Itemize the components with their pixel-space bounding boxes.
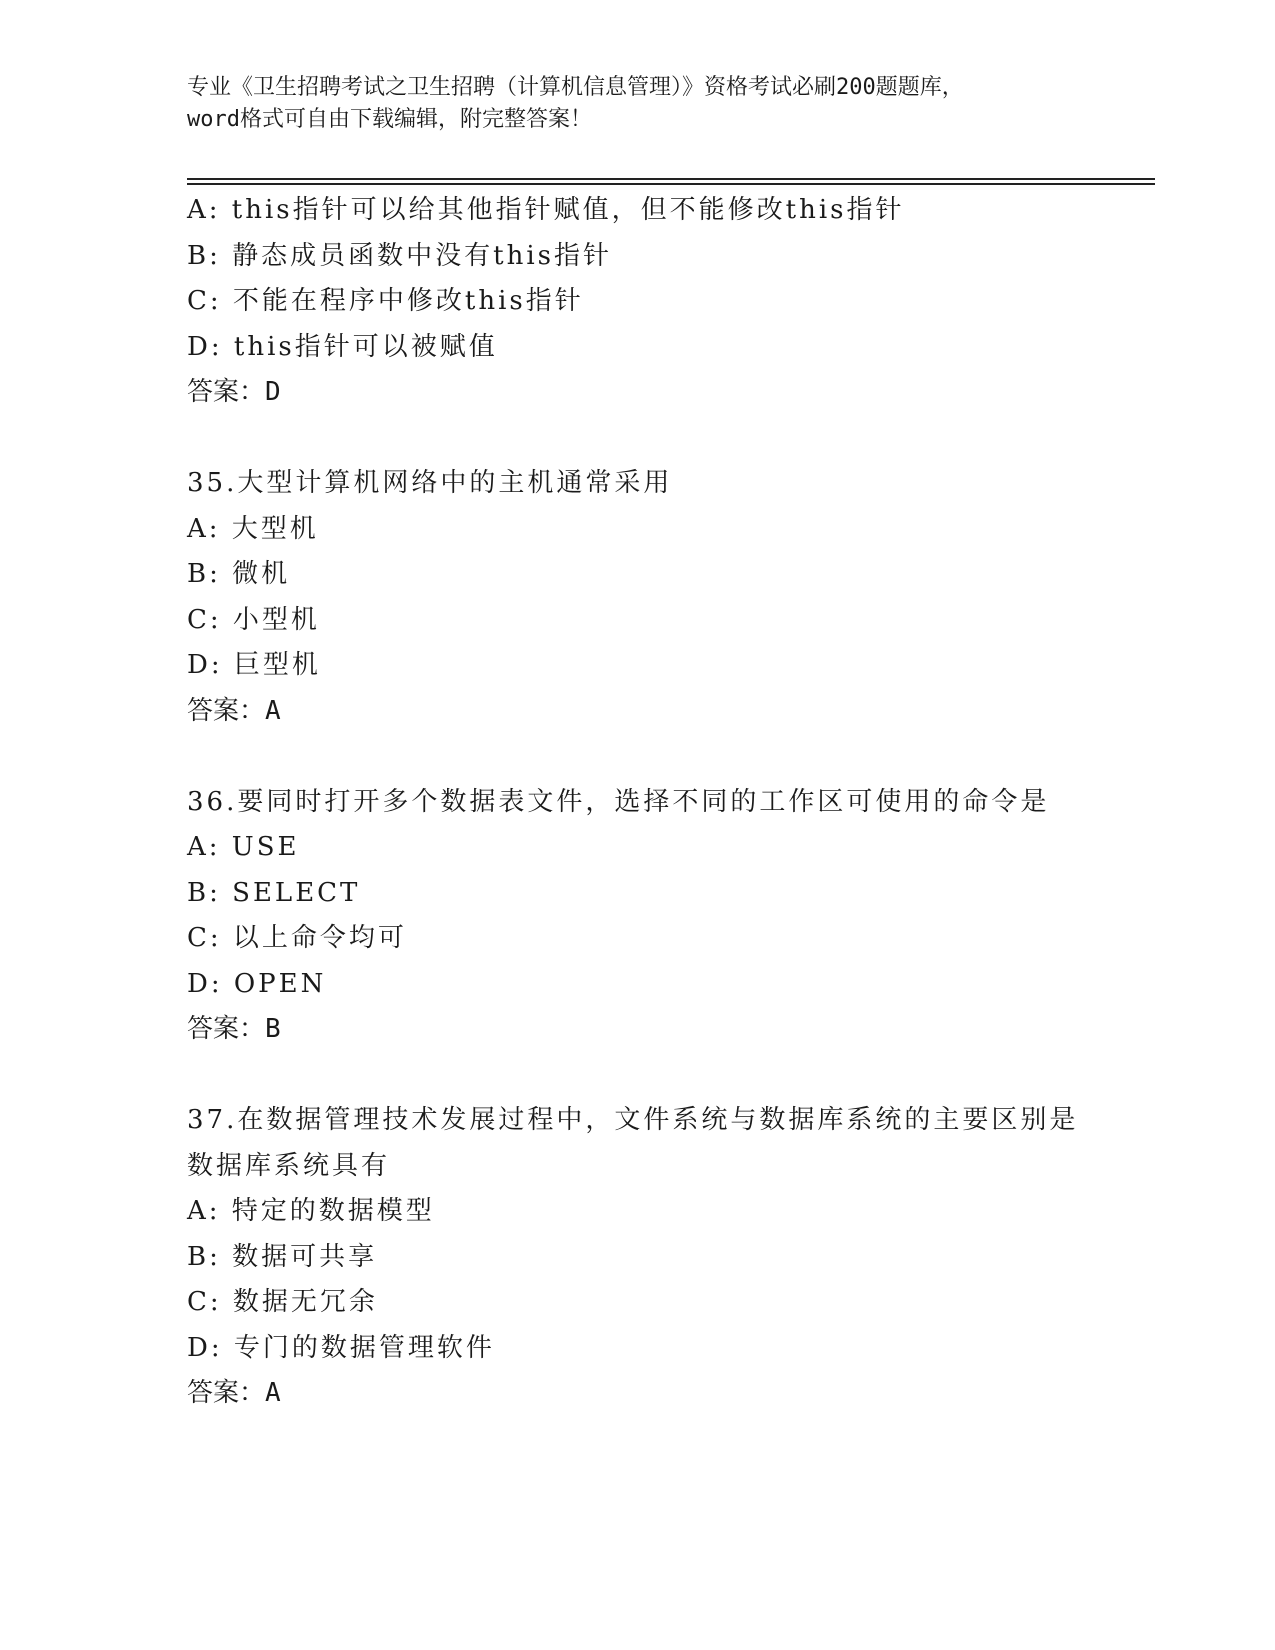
header-title-line-2: word格式可自由下载编辑，附完整答案！ — [187, 107, 592, 132]
answer-line: 答案：A — [187, 1378, 281, 1408]
option-d: D: 巨型机 — [187, 650, 321, 680]
answer-line: 答案：A — [187, 695, 281, 726]
document-header — [187, 72, 1087, 136]
option-b: B: 数据可共享 — [187, 1241, 378, 1272]
question-35-block — [187, 461, 1147, 734]
option-c: C: 小型机 — [187, 604, 320, 635]
header-divider-bottom — [187, 183, 1155, 185]
question-text-line-2: 数据库系统具有 — [187, 1150, 391, 1181]
option-b: B: SELECT — [187, 877, 361, 908]
header-divider-top — [187, 178, 1155, 180]
option-a: A: this指针可以给其他指针赋值，但不能修改this指针 — [187, 195, 905, 225]
question-37-block — [187, 1098, 1147, 1417]
question-text-line-1: 37.在数据管理技术发展过程中，文件系统与数据库系统的主要区别是 — [187, 1105, 1079, 1135]
question-text: 36.要同时打开多个数据表文件，选择不同的工作区可使用的命令是 — [187, 786, 1050, 817]
option-a: A: USE — [187, 832, 300, 862]
option-c: C: 数据无冗余 — [187, 1287, 378, 1317]
option-a: A: 大型机 — [187, 513, 319, 544]
option-a: A: 特定的数据模型 — [187, 1196, 435, 1226]
option-c: C: 不能在程序中修改this指针 — [187, 286, 584, 316]
option-d: D: 专门的数据管理软件 — [187, 1332, 495, 1363]
question-list — [187, 188, 1147, 1417]
header-title-line-1: 专业《卫生招聘考试之卫生招聘（计算机信息管理）》资格考试必刷200题题库， — [187, 75, 964, 100]
answer-line: 答案：D — [187, 377, 281, 407]
option-b: B: 微机 — [187, 559, 291, 589]
option-d: D: this指针可以被赋值 — [187, 331, 498, 362]
option-b: B: 静态成员函数中没有this指针 — [187, 240, 612, 271]
question-36-block — [187, 780, 1147, 1053]
question-text: 35.大型计算机网络中的主机通常采用 — [187, 468, 673, 498]
option-d: D: OPEN — [187, 968, 327, 999]
option-c: C: 以上命令均可 — [187, 923, 407, 953]
answer-line: 答案：B — [187, 1014, 281, 1044]
question-34-block — [187, 188, 1147, 416]
